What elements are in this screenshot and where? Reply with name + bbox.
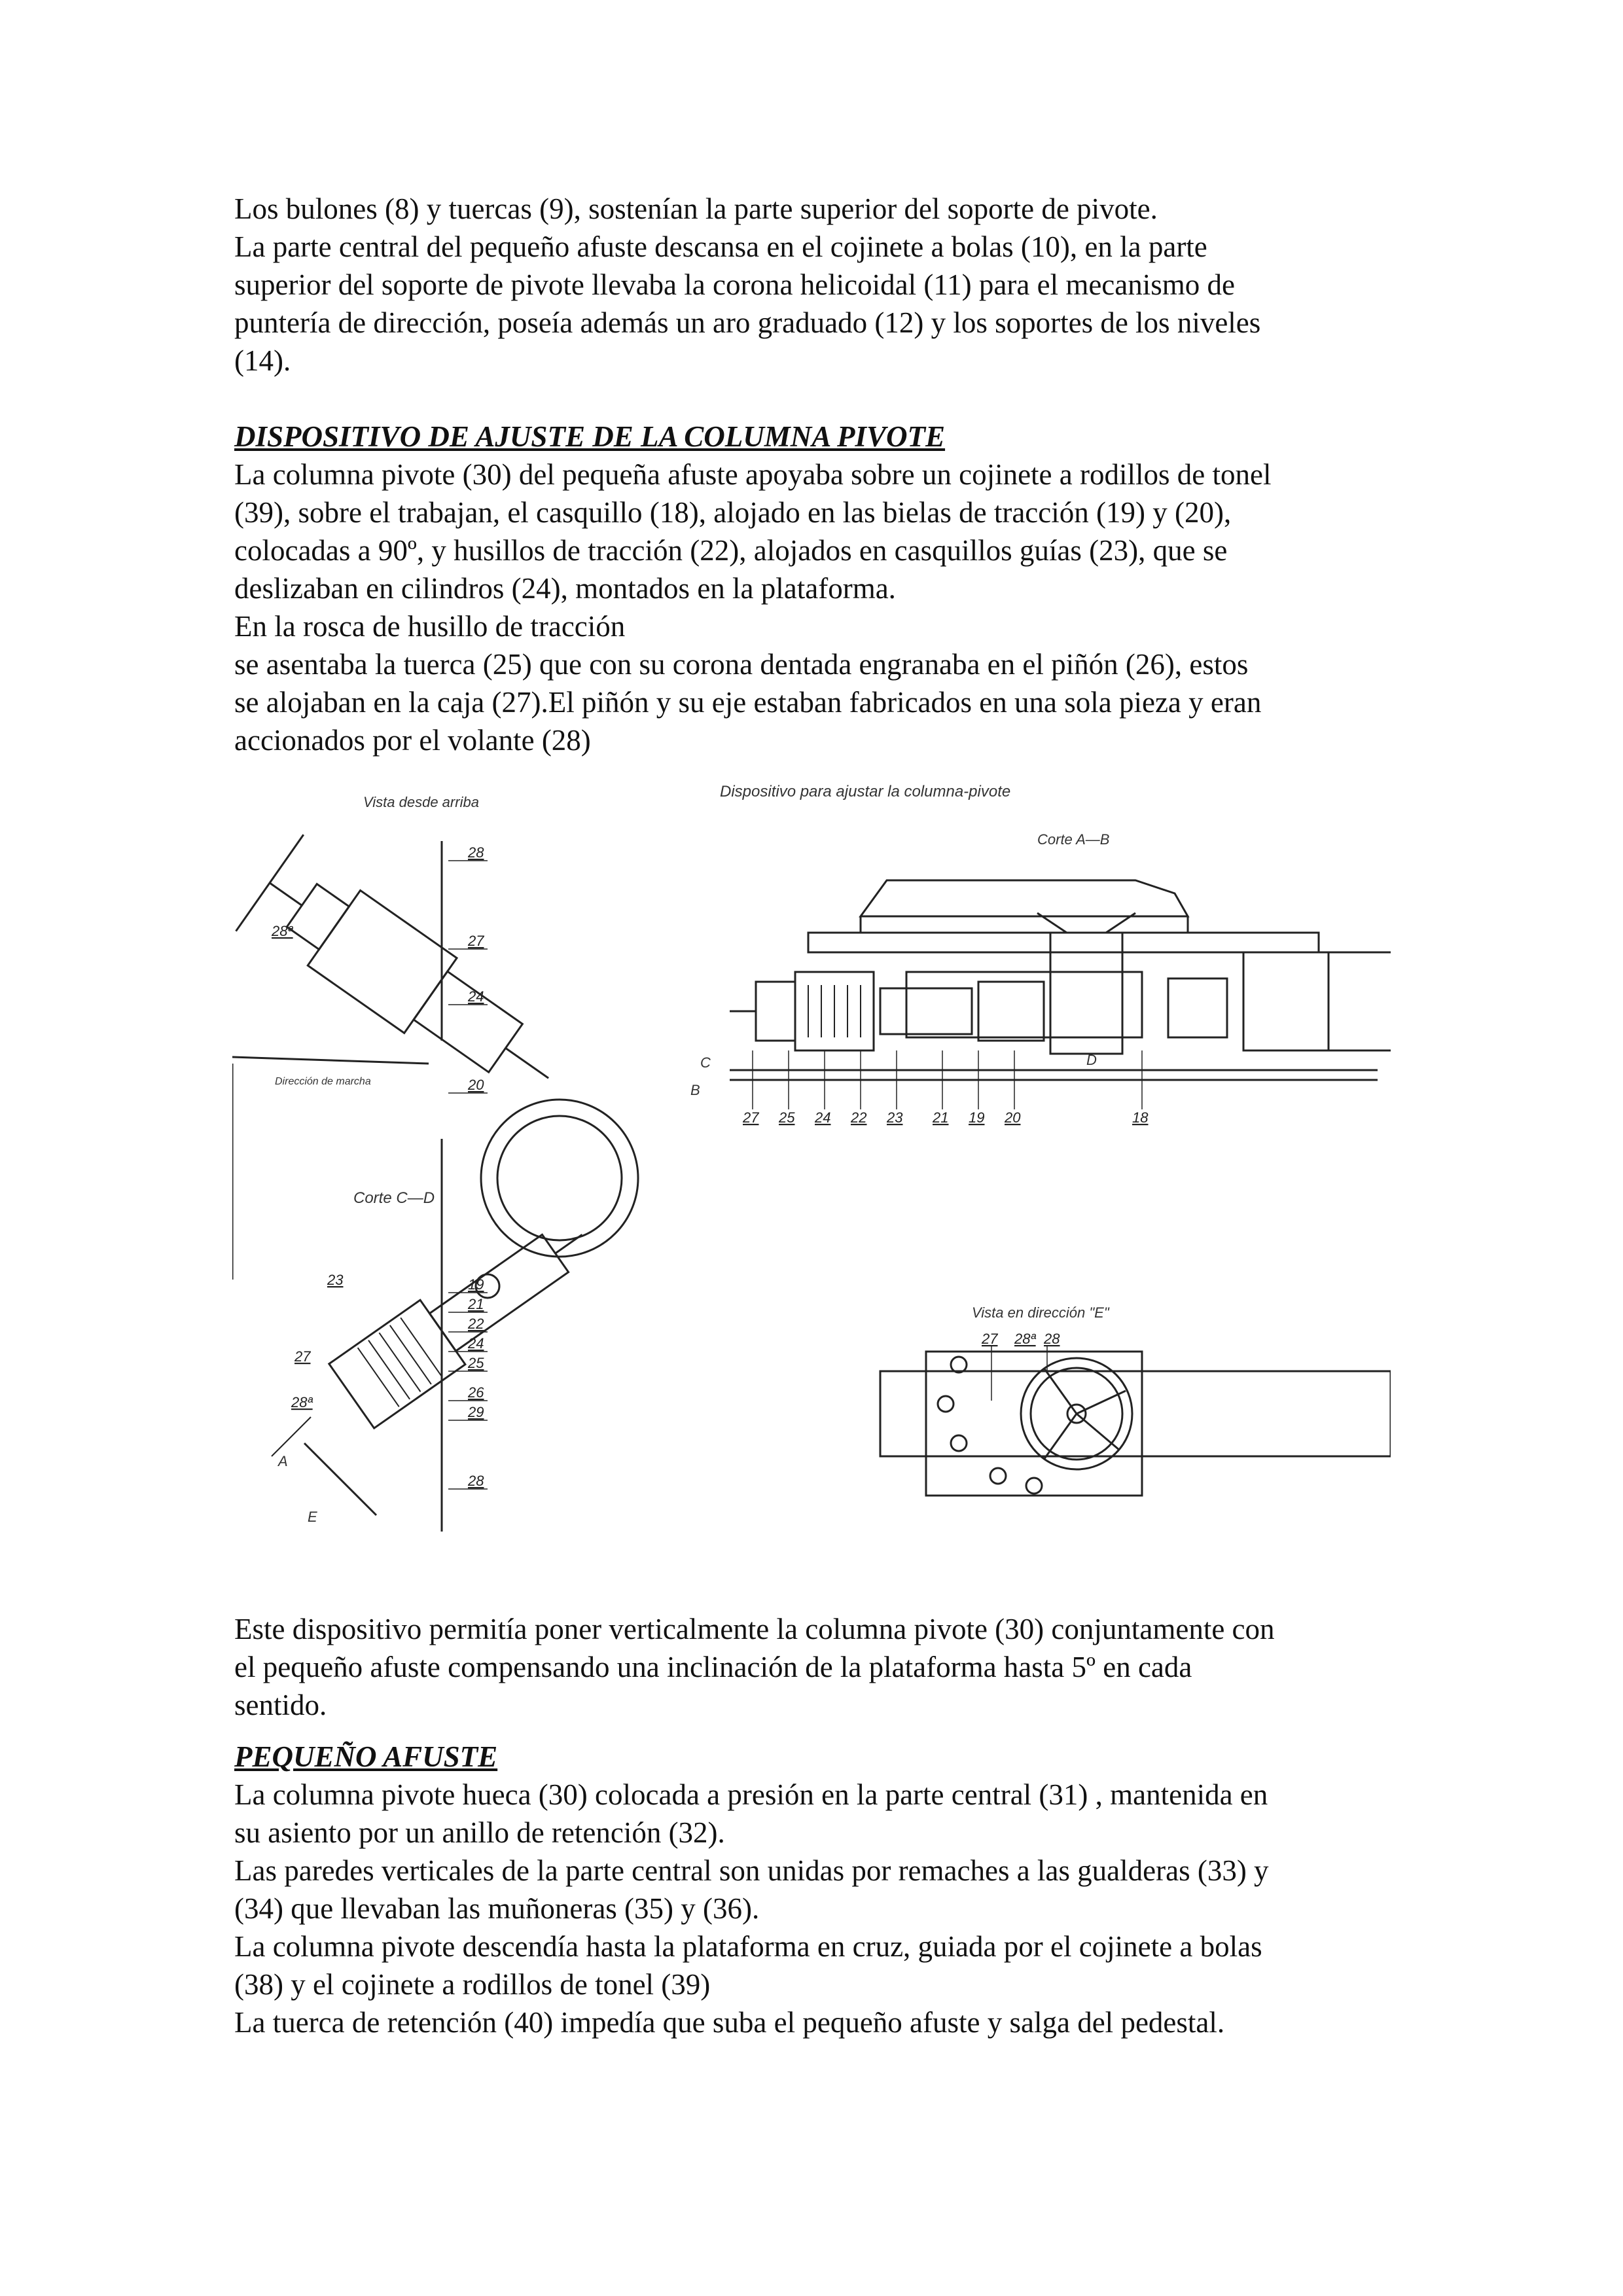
text-line: (14). bbox=[234, 344, 291, 377]
part-number: 25 bbox=[779, 1109, 795, 1126]
text-line: La parte central del pequeño afuste descansa en el cojinete a bolas (10), en la parte bbox=[234, 230, 1207, 263]
text-line: el pequeño afuste compensando una inclinación de la plataforma hasta 5º en cada bbox=[234, 1651, 1192, 1683]
text-line: accionados por el volante (28) bbox=[234, 724, 591, 757]
section-heading-pequeno-afuste: PEQUEÑO AFUSTE bbox=[234, 1740, 498, 1773]
part-number: 27 bbox=[294, 1348, 311, 1365]
part-number: 24 bbox=[468, 988, 484, 1005]
section-cd-label: Corte C—D bbox=[353, 1189, 435, 1207]
part-number: 27 bbox=[982, 1331, 998, 1347]
section1-paragraph bbox=[234, 456, 1412, 759]
part-number: 23 bbox=[327, 1272, 344, 1288]
part-number: 22 bbox=[851, 1109, 867, 1126]
text-line: Los bulones (8) y tuercas (9), sostenían la parte superior del soporte de pivote. bbox=[234, 192, 1158, 225]
text-line: Este dispositivo permitía poner verticalmente la columna pivote (30) conjuntamente con bbox=[234, 1613, 1275, 1645]
view-e-title: Vista en dirección "E" bbox=[972, 1304, 1109, 1321]
part-number: 21 bbox=[468, 1296, 484, 1312]
part-number: 29 bbox=[468, 1404, 484, 1420]
part-number: 28 bbox=[468, 844, 484, 861]
part-number: 27 bbox=[743, 1109, 759, 1126]
part-number: 28ª bbox=[1014, 1331, 1036, 1347]
part-number: 20 bbox=[468, 1077, 484, 1093]
part-number: 27 bbox=[468, 933, 484, 949]
part-number: 28ª bbox=[272, 923, 293, 939]
part-number: 19 bbox=[969, 1109, 985, 1126]
part-number: 28ª bbox=[291, 1394, 313, 1410]
letter-b: B bbox=[690, 1082, 700, 1098]
text-line: En la rosca de husillo de tracción bbox=[234, 610, 626, 643]
part-number: 28 bbox=[468, 1473, 484, 1489]
left-view-title: Vista desde arriba bbox=[363, 794, 479, 810]
part-number: 23 bbox=[887, 1109, 903, 1126]
part-number: 21 bbox=[933, 1109, 949, 1126]
text-line: La columna pivote descendía hasta la plataforma en cruz, guiada por el cojinete a bolas bbox=[234, 1930, 1262, 1963]
letter-c: C bbox=[700, 1054, 711, 1071]
direction-label: Dirección de marcha bbox=[275, 1076, 371, 1087]
text-line: La columna pivote hueca (30) colocada a presión en la parte central (31) , mantenida en bbox=[234, 1778, 1268, 1811]
intro-paragraph bbox=[234, 190, 1412, 380]
text-line: (38) y el cojinete a rodillos de tonel (39) bbox=[234, 1968, 711, 2001]
text-line: Las paredes verticales de la parte central son unidas por remaches a las gualderas (33) y bbox=[234, 1854, 1269, 1887]
text-line: puntería de dirección, poseía además un aro graduado (12) y los soportes de los niveles bbox=[234, 306, 1261, 339]
section-heading-dispositivo: DISPOSITIVO DE AJUSTE DE LA COLUMNA PIVOTE bbox=[234, 420, 946, 453]
part-number: 19 bbox=[468, 1276, 484, 1293]
text-line: La columna pivote (30) del pequeña afuste apoyaba sobre un cojinete a rodillos de tonel bbox=[234, 458, 1272, 491]
text-line: sentido. bbox=[234, 1689, 327, 1721]
figure-title: Dispositivo para ajustar la columna-pivote bbox=[720, 783, 1011, 800]
text-line: (39), sobre el trabajan, el casquillo (18), alojado en las bielas de tracción (19) y (20), bbox=[234, 496, 1232, 529]
part-number: 26 bbox=[468, 1384, 484, 1401]
figure-followup-paragraph bbox=[234, 1610, 1412, 1724]
section-ab-label: Corte A—B bbox=[1037, 831, 1110, 848]
letter-d: D bbox=[1086, 1052, 1097, 1068]
part-number: 18 bbox=[1132, 1109, 1149, 1126]
text-line: deslizaban en cilindros (24), montados en la plataforma. bbox=[234, 572, 896, 605]
text-line: su asiento por un anillo de retención (32). bbox=[234, 1816, 725, 1849]
technical-drawing bbox=[232, 782, 1391, 1541]
text-line: se alojaban en la caja (27).El piñón y su eje estaban fabricados en una sola pieza y eran bbox=[234, 686, 1262, 719]
part-number: 24 bbox=[815, 1109, 831, 1126]
section2-paragraph bbox=[234, 1776, 1412, 2041]
part-number: 24 bbox=[468, 1335, 484, 1352]
part-number: 20 bbox=[1005, 1109, 1021, 1126]
text-line: superior del soporte de pivote llevaba la corona helicoidal (11) para el mecanismo de bbox=[234, 268, 1235, 301]
text-line: colocadas a 90º, y husillos de tracción (22), alojados en casquillos guías (23), que se bbox=[234, 534, 1228, 567]
part-number: 25 bbox=[468, 1355, 484, 1371]
text-line: La tuerca de retención (40) impedía que suba el pequeño afuste y salga del pedestal. bbox=[234, 2006, 1225, 2039]
letter-a: A bbox=[278, 1453, 288, 1469]
text-line: se asentaba la tuerca (25) que con su corona dentada engranaba en el piñón (26), estos bbox=[234, 648, 1249, 681]
part-number: 28 bbox=[1044, 1331, 1060, 1347]
part-number: 22 bbox=[468, 1316, 484, 1332]
letter-e: E bbox=[308, 1509, 317, 1525]
text-line: (34) que llevaban las muñoneras (35) y (36). bbox=[234, 1892, 760, 1925]
